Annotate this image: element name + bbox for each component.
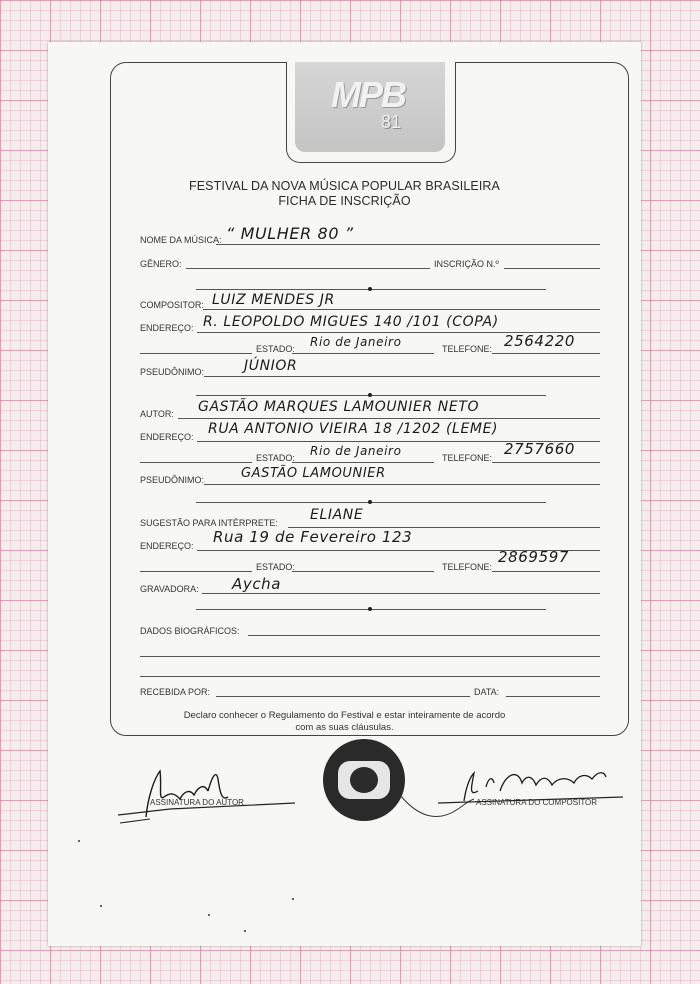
bio-label: DADOS BIOGRÁFICOS: <box>140 626 240 636</box>
composer-phone-field[interactable]: 2564220 <box>504 332 576 350</box>
song-name-label: NOME DA MÚSICA: <box>140 235 222 245</box>
registration-form-sheet <box>48 42 641 946</box>
composer-name-field[interactable]: LUIZ MENDES JR <box>212 292 335 308</box>
declaration-line-2: com as suas cláusulas. <box>295 722 394 733</box>
composer-signature <box>408 757 628 827</box>
interpreter-address-field[interactable]: Rua 19 de Fevereiro 123 <box>213 528 413 546</box>
author-signature <box>110 757 300 827</box>
author-phone-label: TELEFONE: <box>442 453 493 463</box>
genre-label: GÊNERO: <box>140 259 182 269</box>
rede-globo-logo <box>323 739 405 821</box>
composer-state-label: ESTADO: <box>256 344 295 354</box>
date-label: DATA: <box>474 687 500 697</box>
divider-dot <box>368 607 372 611</box>
received-by-label: RECEBIDA POR: <box>140 687 211 697</box>
author-address-field[interactable]: RUA ANTONIO VIEIRA 18 /1202 (LEME) <box>208 421 499 437</box>
author-label: AUTOR: <box>140 409 174 419</box>
form-subtitle: FICHA DE INSCRIÇÃO <box>278 194 411 208</box>
bio-line-2[interactable] <box>140 656 600 657</box>
author-address-label: ENDEREÇO: <box>140 432 194 442</box>
composer-pseudonym-field[interactable]: JÚNIOR <box>244 358 298 374</box>
mpb-logo-panel <box>286 62 456 163</box>
record-label-label: GRAVADORA: <box>140 584 199 594</box>
logo-text: MPB <box>331 74 405 115</box>
interpreter-phone-field[interactable]: 2869597 <box>498 548 570 566</box>
interpreter-address-label: ENDEREÇO: <box>140 541 194 551</box>
interpreter-name-field[interactable]: ELIANE <box>310 507 364 523</box>
divider-dot <box>368 393 372 397</box>
composer-pseudonym-label: PSEUDÔNIMO: <box>140 367 205 377</box>
author-pseudonym-field[interactable]: GASTÃO LAMOUNIER <box>241 466 386 481</box>
interpreter-state-label: ESTADO: <box>256 562 295 572</box>
interpreter-phone-label: TELEFONE: <box>442 562 493 572</box>
form-title: FESTIVAL DA NOVA MÚSICA POPULAR BRASILEIRA <box>188 179 500 193</box>
bio-line-1[interactable] <box>248 635 600 636</box>
composer-signature-label: ASSINATURA DO COMPOSITOR <box>476 798 598 807</box>
author-state-label: ESTADO: <box>256 453 295 463</box>
divider-dot <box>368 287 372 291</box>
record-label-field[interactable]: Aycha <box>232 575 282 593</box>
song-name-field[interactable]: “ MULHER 80 ” <box>226 224 354 243</box>
bio-line-3[interactable] <box>140 676 600 677</box>
interpreter-label: SUGESTÃO PARA INTÉRPRETE: <box>140 518 278 528</box>
author-signature-label: ASSINATURA DO AUTOR <box>150 798 244 807</box>
divider-dot <box>368 500 372 504</box>
author-state-field[interactable]: Rio de Janeiro <box>310 444 402 458</box>
composer-phone-label: TELEFONE: <box>442 344 493 354</box>
declaration-line-1: Declaro conhecer o Regulamento do Festival e estar inteiramente de acordo <box>183 710 506 721</box>
author-name-field[interactable]: GASTÃO MARQUES LAMOUNIER NETO <box>198 399 480 415</box>
composer-address-label: ENDEREÇO: <box>140 323 194 333</box>
received-by-field[interactable] <box>216 696 470 697</box>
author-pseudonym-label: PSEUDÔNIMO: <box>140 475 205 485</box>
mpb-logo <box>295 62 445 152</box>
composer-label: COMPOSITOR: <box>140 300 204 310</box>
date-field[interactable] <box>506 696 600 697</box>
registration-label: INSCRIÇÃO N.º <box>434 259 499 269</box>
logo-year: 81 <box>381 112 402 132</box>
author-phone-field[interactable]: 2757660 <box>504 440 576 458</box>
composer-state-field[interactable]: Rio de Janeiro <box>310 335 402 349</box>
composer-address-field[interactable]: R. LEOPOLDO MIGUES 140 /101 (COPA) <box>203 314 499 330</box>
